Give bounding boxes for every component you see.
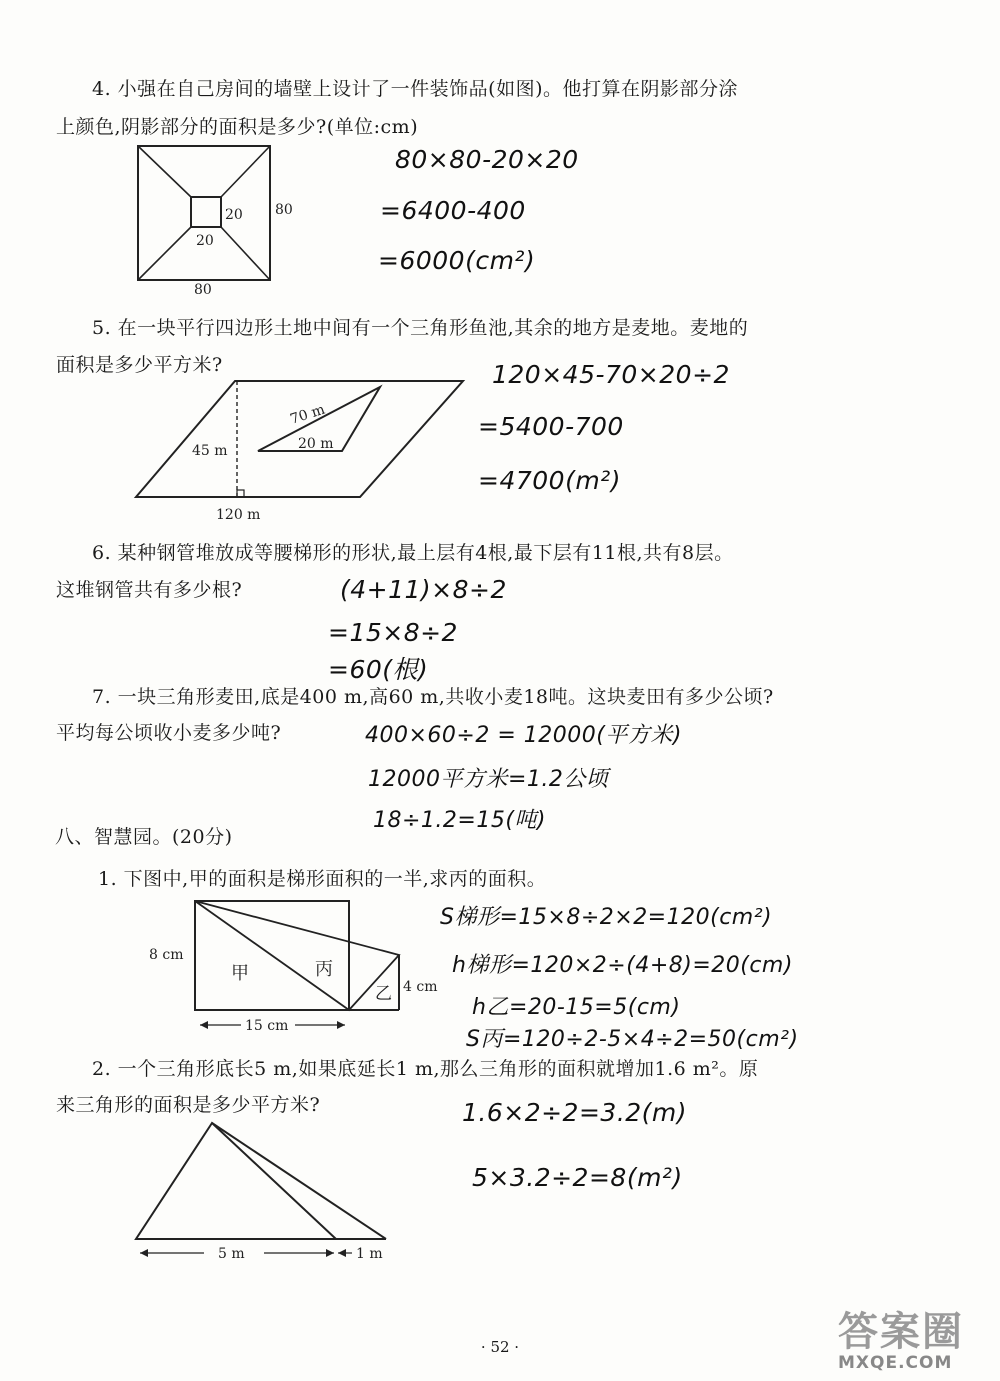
q5-label-tri-side: 70 m xyxy=(288,401,328,428)
q5-figure xyxy=(130,375,470,529)
site-watermark xyxy=(838,1300,988,1378)
q4-text-line2: 上颜色,阴影部分的面积是多少?(单位:cm) xyxy=(56,116,419,138)
s2-text-line1: 2. 一个三角形底长5 m,如果底延长1 m,那么三角形的面积就增加1.6 m²。原 xyxy=(92,1058,759,1080)
s1-label-bottom: 15 cm xyxy=(245,1018,289,1034)
q4-answer-2: =6400-400 xyxy=(380,196,526,225)
s2-figure xyxy=(130,1115,400,1269)
q5-answer-3: =4700(m²) xyxy=(478,466,621,495)
s1-label-jia: 甲 xyxy=(231,963,249,984)
s2-label-ext: 1 m xyxy=(356,1246,383,1262)
q5-label-tri-base: 20 m xyxy=(298,436,334,452)
q4-label-outer-right: 80 xyxy=(275,202,293,218)
s2-text-line2: 来三角形的面积是多少平方米? xyxy=(56,1094,321,1116)
s1-label-right: 4 cm xyxy=(403,979,438,995)
s1-label-left: 8 cm xyxy=(149,947,184,963)
q5-answer-1: 120×45-70×20÷2 xyxy=(492,360,730,389)
q7-answer-3: 18÷1.2=15(吨) xyxy=(373,808,547,833)
s1-answer-1: S梯形=15×8÷2×2=120(cm²) xyxy=(440,905,773,930)
q5-label-base: 120 m xyxy=(216,507,261,523)
q4-label-inner-bottom: 20 xyxy=(196,233,214,249)
q7-text-line2: 平均每公顷收小麦多少吨? xyxy=(56,722,282,744)
q4-label-inner-right: 20 xyxy=(225,207,243,223)
q4-answer-1: 80×80-20×20 xyxy=(395,145,579,174)
s1-figure xyxy=(145,895,465,1044)
s1-text-line1: 1. 下图中,甲的面积是梯形面积的一半,求丙的面积。 xyxy=(98,868,547,890)
q5-text-line1: 5. 在一块平行四边形土地中间有一个三角形鱼池,其余的地方是麦地。麦地的 xyxy=(92,317,749,339)
section8-title: 八、智慧园。(20分) xyxy=(55,826,233,848)
q6-answer-1: (4+11)×8÷2 xyxy=(340,575,507,604)
watermark-url: MXQE.COM xyxy=(838,1353,953,1373)
s2-label-base: 5 m xyxy=(218,1246,245,1262)
s2-answer-2: 5×3.2÷2=8(m²) xyxy=(472,1163,683,1192)
q7-answer-1: 400×60÷2 = 12000(平方米) xyxy=(365,723,682,748)
s1-answer-4: S丙=120÷2-5×4÷2=50(cm²) xyxy=(466,1027,799,1052)
s1-answer-3: h乙=20-15=5(cm) xyxy=(472,995,681,1020)
q4-answer-3: =6000(cm²) xyxy=(378,246,536,275)
q5-text-line2: 面积是多少平方米? xyxy=(56,354,223,376)
q5-label-height: 45 m xyxy=(192,443,228,459)
page-number: · 52 · xyxy=(480,1338,520,1356)
watermark-logo-text: 答案圈 xyxy=(838,1309,964,1355)
s2-answer-1: 1.6×2÷2=3.2(m) xyxy=(462,1098,688,1127)
s1-label-bing: 丙 xyxy=(315,959,333,980)
q4-text-line1: 4. 小强在自己房间的墙壁上设计了一件装饰品(如图)。他打算在阴影部分涂 xyxy=(92,78,738,100)
s1-label-yi: 乙 xyxy=(375,984,392,1004)
q6-text-line2: 这堆钢管共有多少根? xyxy=(56,579,243,601)
q6-answer-2: =15×8÷2 xyxy=(328,618,458,647)
q5-answer-2: =5400-700 xyxy=(478,412,624,441)
q4-figure xyxy=(130,142,320,301)
q6-answer-3: =60(根) xyxy=(328,655,429,684)
q4-label-outer-bottom: 80 xyxy=(194,282,212,297)
q7-text-line1: 7. 一块三角形麦田,底是400 m,高60 m,共收小麦18吨。这块麦田有多少公顷? xyxy=(92,686,774,708)
q6-text-line1: 6. 某种钢管堆放成等腰梯形的形状,最上层有4根,最下层有11根,共有8层。 xyxy=(92,542,734,564)
q7-answer-2: 12000平方米=1.2公顷 xyxy=(368,767,609,792)
s1-answer-2: h梯形=120×2÷(4+8)=20(cm) xyxy=(452,953,793,978)
